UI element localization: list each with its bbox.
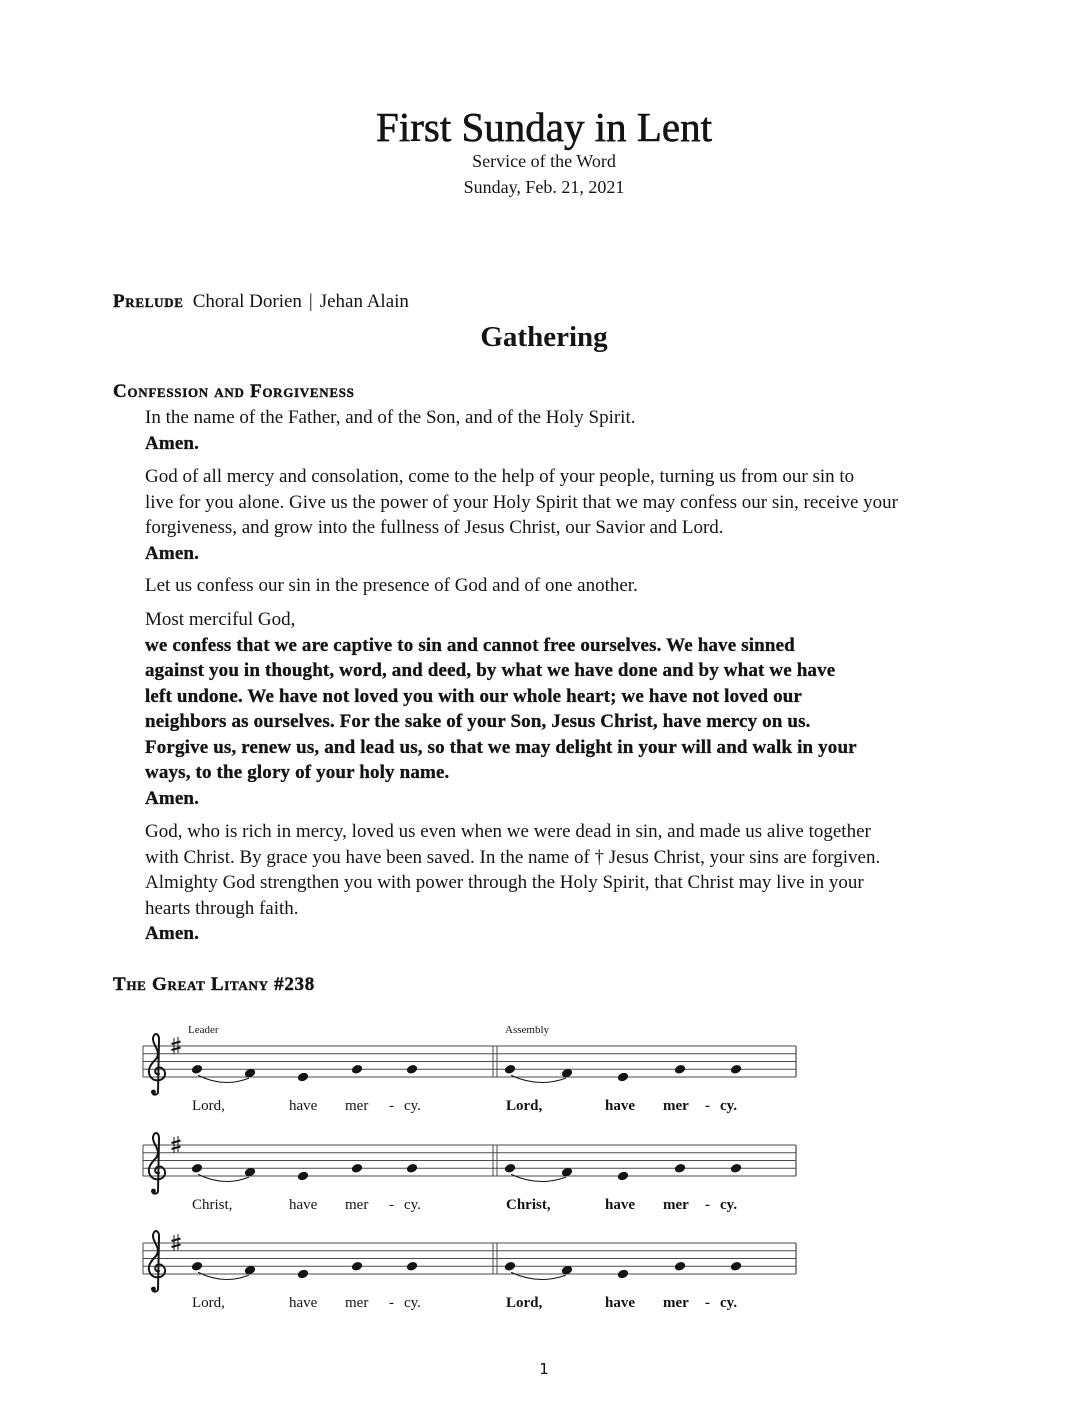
note-g4 [504, 1163, 517, 1174]
prelude-separator: | [308, 291, 313, 312]
role-label-assembly: Assembly [505, 1024, 549, 1036]
note-e4 [617, 1170, 630, 1181]
assembly-lyric: have [605, 1295, 635, 1311]
confession-block-invocation [145, 405, 636, 456]
slur [198, 1272, 249, 1279]
assembly-response: Amen. [145, 923, 200, 944]
leader-lyric: cy. [404, 1197, 421, 1213]
sharp-stroke [172, 1048, 181, 1051]
leader-lyric: - [389, 1197, 394, 1213]
note-fsharp4 [561, 1068, 574, 1079]
assembly-lyric: Lord, [506, 1295, 543, 1311]
slur [511, 1075, 566, 1082]
assembly-lyric: cy. [720, 1295, 738, 1311]
sharp-icon [172, 1037, 181, 1054]
assembly-lyric: cy. [720, 1098, 738, 1114]
leader-line: Let us confess our sin in the presence of God and of one another. [145, 575, 638, 596]
slur [198, 1075, 249, 1082]
note-g4 [674, 1064, 687, 1075]
note-e4 [297, 1268, 310, 1279]
assembly-line: ways, to the glory of your holy name. [145, 762, 450, 783]
service-subtitle: Service of the Word [472, 151, 616, 171]
leader-line: live for you alone. Give us the power of your Holy Spirit that we may confess our sin, receive your [145, 491, 898, 513]
clef-stroke [149, 1133, 165, 1194]
sharp-stroke [172, 1245, 181, 1248]
note-g4 [351, 1064, 364, 1075]
assembly-lyric: - [705, 1197, 710, 1213]
leader-line: God of all mercy and consolation, come to the help of your people, turning us from our sin to [145, 466, 855, 487]
leader-lyric: mer [345, 1098, 369, 1114]
sharp-icon [172, 1234, 181, 1251]
sharp-stroke [172, 1141, 181, 1144]
note-fsharp4 [244, 1068, 257, 1079]
leader-line: Almighty God strengthen you with power through the Holy Spirit, that Christ may live in your [145, 872, 864, 893]
sharp-stroke [172, 1239, 181, 1242]
assembly-line: we confess that we are captive to sin and cannot free ourselves. We have sinned [145, 634, 795, 656]
note-g4 [351, 1261, 364, 1272]
assembly-line: left undone. We have not loved you with our whole heart; we have not loved our [145, 685, 803, 707]
note-g4 [730, 1261, 743, 1272]
slur [511, 1272, 566, 1279]
note-g4 [406, 1261, 419, 1272]
assembly-lyric: - [705, 1098, 710, 1114]
assembly-lyric: cy. [720, 1197, 738, 1213]
note-g4 [406, 1064, 419, 1075]
assembly-lyric: Christ, [506, 1197, 551, 1213]
treble-clef-icon [149, 1231, 165, 1292]
leader-lyric: cy. [404, 1295, 421, 1311]
assembly-lyric: have [605, 1098, 635, 1114]
note-g4 [674, 1261, 687, 1272]
page-title: First Sunday in Lent [376, 104, 712, 150]
leader-lyric: Lord, [192, 1098, 225, 1114]
page-number: 1 [539, 1360, 549, 1378]
note-e4 [297, 1071, 310, 1082]
confession-block-absolution [145, 819, 880, 947]
confession-heading: Confession and Forgiveness [113, 381, 355, 402]
note-g4 [191, 1261, 204, 1272]
leader-line: Most merciful God, [145, 609, 296, 630]
treble-clef-icon [149, 1133, 165, 1194]
service-date: Sunday, Feb. 21, 2021 [463, 177, 625, 197]
assembly-line: neighbors as ourselves. For the sake of your Son, Jesus Christ, have mercy on us. [145, 711, 811, 732]
note-fsharp4 [244, 1167, 257, 1178]
note-g4 [730, 1163, 743, 1174]
sharp-stroke [172, 1042, 181, 1045]
clef-dot [151, 1287, 156, 1292]
leader-line: with Christ. By grace you have been saved. In the name of † Jesus Christ, your sins are forgiven. [145, 846, 881, 868]
note-g4 [504, 1261, 517, 1272]
note-fsharp4 [561, 1265, 574, 1276]
note-g4 [674, 1163, 687, 1174]
prelude-line [113, 290, 409, 314]
confession-block-confession [145, 607, 857, 811]
confession-block-invitation [145, 573, 638, 599]
role-label-leader: Leader [188, 1024, 219, 1036]
assembly-lyric: mer [663, 1098, 689, 1114]
assembly-response: Amen. [145, 542, 200, 564]
prelude-piece: Choral Dorien [192, 291, 302, 312]
clef-dot [151, 1189, 156, 1194]
prelude-composer: Jehan Alain [319, 291, 409, 312]
leader-lyric: - [389, 1295, 394, 1311]
leader-line: In the name of the Father, and of the Son, and of the Holy Spirit. [145, 407, 636, 428]
litany-heading: The Great Litany #238 [113, 974, 315, 995]
leader-line: hearts through faith. [145, 897, 299, 919]
section-title-gathering: Gathering [480, 321, 608, 353]
note-g4 [191, 1064, 204, 1075]
note-fsharp4 [561, 1167, 574, 1178]
assembly-response: Amen. [145, 787, 200, 809]
leader-lyric: have [289, 1197, 318, 1213]
confession-block-prayer [145, 464, 898, 566]
note-g4 [406, 1163, 419, 1174]
leader-lyric: cy. [404, 1098, 421, 1114]
assembly-lyric: mer [663, 1295, 689, 1311]
note-g4 [351, 1163, 364, 1174]
assembly-response: Amen. [145, 432, 200, 454]
note-g4 [191, 1163, 204, 1174]
clef-stroke [149, 1231, 165, 1292]
note-e4 [617, 1071, 630, 1082]
note-g4 [504, 1064, 517, 1075]
assembly-line: Forgive us, renew us, and lead us, so that we may delight in your will and walk in your [145, 736, 857, 758]
leader-lyric: Lord, [192, 1295, 225, 1311]
note-g4 [730, 1064, 743, 1075]
leader-line: God, who is rich in mercy, loved us even when we were dead in sin, and made us alive together [145, 821, 871, 842]
assembly-lyric: Lord, [506, 1098, 543, 1114]
clef-dot [151, 1090, 156, 1095]
leader-lyric: Christ, [192, 1197, 233, 1213]
sharp-icon [172, 1136, 181, 1153]
assembly-lyric: have [605, 1197, 635, 1213]
assembly-lyric: mer [663, 1197, 689, 1213]
leader-lyric: have [289, 1098, 318, 1114]
leader-lyric: mer [345, 1295, 369, 1311]
leader-lyric: - [389, 1098, 394, 1114]
assembly-line: against you in thought, word, and deed, by what we have done and by what we have [145, 660, 836, 681]
treble-clef-icon [149, 1034, 165, 1095]
sharp-stroke [172, 1147, 181, 1150]
assembly-lyric: - [705, 1295, 710, 1311]
note-e4 [617, 1268, 630, 1279]
leader-lyric: have [289, 1295, 318, 1311]
leader-lyric: mer [345, 1197, 369, 1213]
note-fsharp4 [244, 1265, 257, 1276]
prelude-label: Prelude [113, 291, 184, 312]
clef-stroke [149, 1034, 165, 1095]
leader-line: forgiveness, and grow into the fullness of Jesus Christ, our Savior and Lord. [145, 517, 724, 538]
slur [511, 1174, 566, 1181]
note-e4 [297, 1170, 310, 1181]
slur [198, 1174, 249, 1181]
